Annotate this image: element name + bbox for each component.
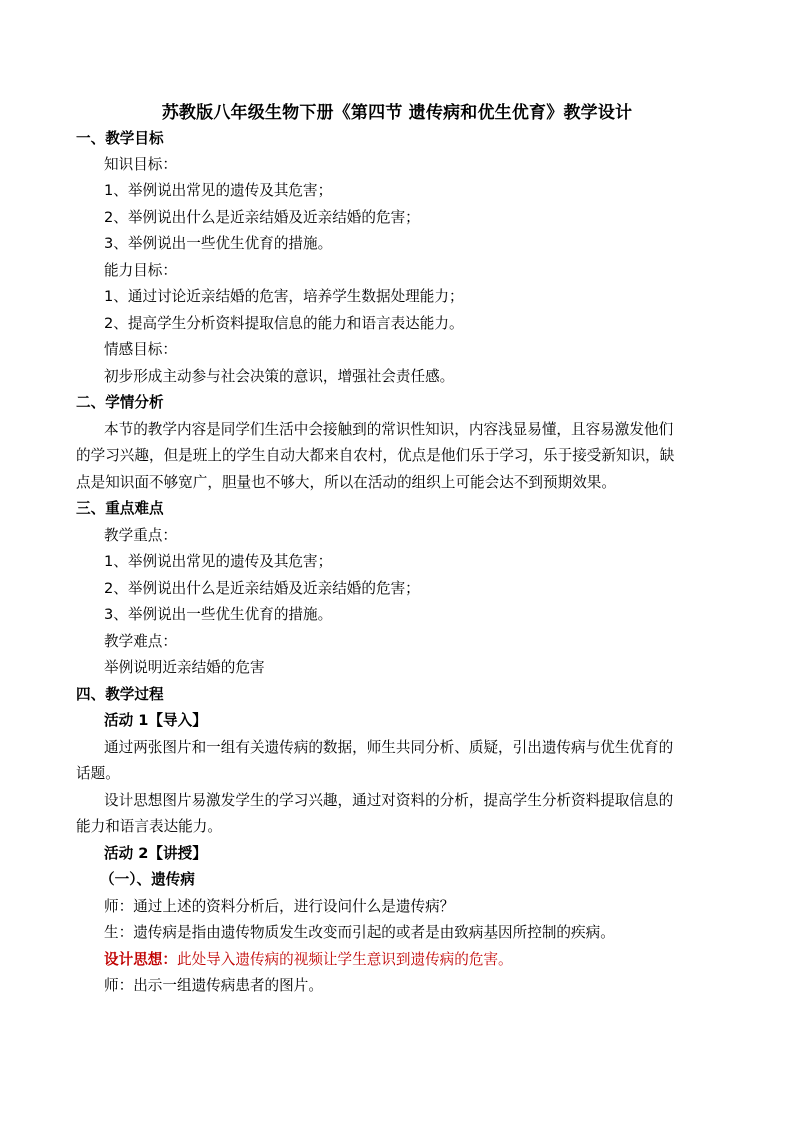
document-title: 苏教版八年级生物下册《第四节 遗传病和优生优育》教学设计 (161, 103, 633, 123)
teacher-question: 师：通过上述的资料分析后，进行设问什么是遗传病？ (104, 898, 455, 915)
emotion-goals-label: 情感目标： (104, 341, 177, 358)
difficult-point: 举例说明近亲结婚的危害 (104, 659, 265, 676)
analysis-line-3: 点是知识面不够宽广，胆量也不够大，所以在活动的组织上可能会达不到预期效果。 (76, 474, 616, 491)
activity-1-line-2: 话题。 (76, 765, 120, 782)
section-heading-process: 四、教学过程 (76, 686, 164, 703)
key-points-label: 教学重点： (104, 527, 177, 544)
teacher-instruction: 师：出示一组遗传病患者的图片。 (104, 977, 323, 994)
ability-goal-1: 1、通过讨论近亲结婚的危害，培养学生数据处理能力； (104, 288, 464, 305)
design-thought-line (104, 950, 513, 970)
knowledge-goal-1: 1、举例说出常见的遗传及其危害； (104, 182, 333, 199)
design-thought-text: 此处导入遗传病的视频让学生意识到遗传病的危害。 (176, 951, 513, 968)
section-heading-key-points: 三、重点难点 (76, 500, 164, 517)
student-answer: 生：遗传病是指由遗传物质发生改变而引起的或者是由致病基因所控制的疾病。 (104, 924, 615, 941)
knowledge-goals-label: 知识目标： (104, 156, 177, 173)
analysis-line-2: 的学习兴趣，但是班上的学生自动大都来自农村，优点是他们乐于学习，乐于接受新知识，缺 (76, 447, 675, 464)
knowledge-goal-3: 3、举例说出一些优生优育的措施。 (104, 235, 333, 252)
key-point-3: 3、举例说出一些优生优育的措施。 (104, 606, 333, 623)
knowledge-goal-2: 2、举例说出什么是近亲结婚及近亲结婚的危害； (104, 209, 420, 226)
difficult-points-label: 教学难点： (104, 633, 177, 650)
ability-goal-2: 2、提高学生分析资料提取信息的能力和语言表达能力。 (104, 315, 464, 332)
activity-1-heading: 活动 1【导入】 (104, 712, 207, 729)
ability-goals-label: 能力目标： (104, 262, 177, 279)
activity-1-line-1: 通过两张图片和一组有关遗传病的数据，师生共同分析、质疑，引出遗传病与优生优育的 (104, 739, 674, 756)
activity-1-design-line-2: 能力和语言表达能力。 (76, 818, 222, 835)
key-point-1: 1、举例说出常见的遗传及其危害； (104, 553, 333, 570)
section-heading-analysis: 二、学情分析 (76, 394, 164, 411)
activity-1-design-line-1: 设计思想图片易激发学生的学习兴趣，通过对资料的分析，提高学生分析资料提取信息的 (104, 792, 674, 809)
design-thought-label: 设计思想： (104, 951, 177, 968)
activity-2-heading: 活动 2【讲授】 (104, 845, 207, 862)
subsection-heading-genetic-disease: （一）、遗传病 (100, 871, 195, 888)
section-heading-objectives: 一、教学目标 (76, 130, 164, 147)
emotion-goal: 初步形成主动参与社会决策的意识，增强社会责任感。 (104, 368, 455, 385)
key-point-2: 2、举例说出什么是近亲结婚及近亲结婚的危害； (104, 580, 420, 597)
analysis-line-1: 本节的教学内容是同学们生活中会接触到的常识性知识，内容浅显易懂，且容易激发他们 (104, 421, 674, 438)
